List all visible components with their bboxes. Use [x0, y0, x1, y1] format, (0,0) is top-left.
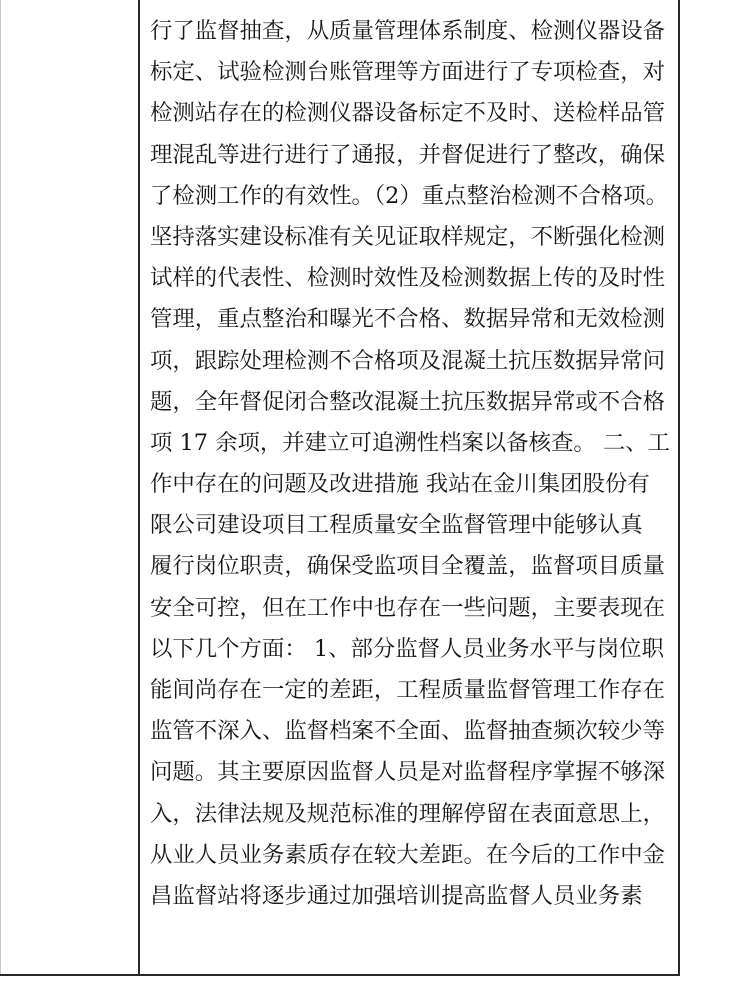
- text-line: 入，法律法规及规范标准的理解停留在表面意思上，: [150, 800, 665, 827]
- text-line: 理混乱等进行进行了通报，并督促进行了整改，确保: [150, 141, 665, 168]
- text-line: 检测站存在的检测仪器设备标定不及时、送检样品管: [150, 100, 665, 127]
- table-bottom-border: [0, 974, 680, 976]
- text-line: 坚持落实建设标准有关见证取样规定，不断强化检测: [150, 223, 665, 250]
- text-line: 题，全年督促闭合整改混凝土抗压数据异常或不合格: [150, 388, 665, 415]
- text-line: 能间尚存在一定的差距，工程质量监督管理工作存在: [150, 677, 665, 703]
- table-right-border: [678, 0, 680, 975]
- text-line: 了检测工作的有效性。（2）重点整治检测不合格项。: [150, 182, 669, 209]
- text-line: 试样的代表性、检测时效性及检测数据上传的及时性: [150, 265, 665, 292]
- table-left-border: [0, 0, 1, 975]
- text-line: 项 17 余项，并建立可追溯性档案以备核查。 二、工: [150, 429, 670, 456]
- text-line: 监管不深入、监督档案不全面、监督抽查频次较少等: [150, 718, 665, 745]
- text-line: 问题。其主要原因监督人员是对监督程序掌握不够深: [150, 759, 665, 786]
- text-line: 项，跟踪处理检测不合格项及混凝土抗压数据异常问: [150, 347, 665, 374]
- report-body-text: [150, 11, 670, 917]
- text-line: 从业人员业务素质存在较大差距。在今后的工作中金: [150, 841, 665, 868]
- text-line: 限公司建设项目工程质量安全监督管理中能够认真: [150, 512, 643, 539]
- text-line: 行了监督抽查，从质量管理体系制度、检测仪器设备: [150, 18, 665, 44]
- text-line: 履行岗位职责，确保受监项目全覆盖，监督项目质量: [150, 553, 665, 580]
- text-line: 标定、试验检测台账管理等方面进行了专项检查，对: [150, 59, 665, 86]
- table-column-divider: [138, 0, 140, 975]
- text-line: 以下几个方面： 1、部分监督人员业务水平与岗位职: [150, 635, 664, 662]
- text-line: 昌监督站将逐步通过加强培训提高监督人员业务素: [150, 882, 643, 909]
- text-line: 作中存在的问题及改进措施 我站在金川集团股份有: [150, 471, 650, 498]
- text-line: 安全可控，但在工作中也存在一些问题，主要表现在: [150, 594, 665, 621]
- text-line: 管理，重点整治和曝光不合格、数据异常和无效检测: [150, 306, 665, 333]
